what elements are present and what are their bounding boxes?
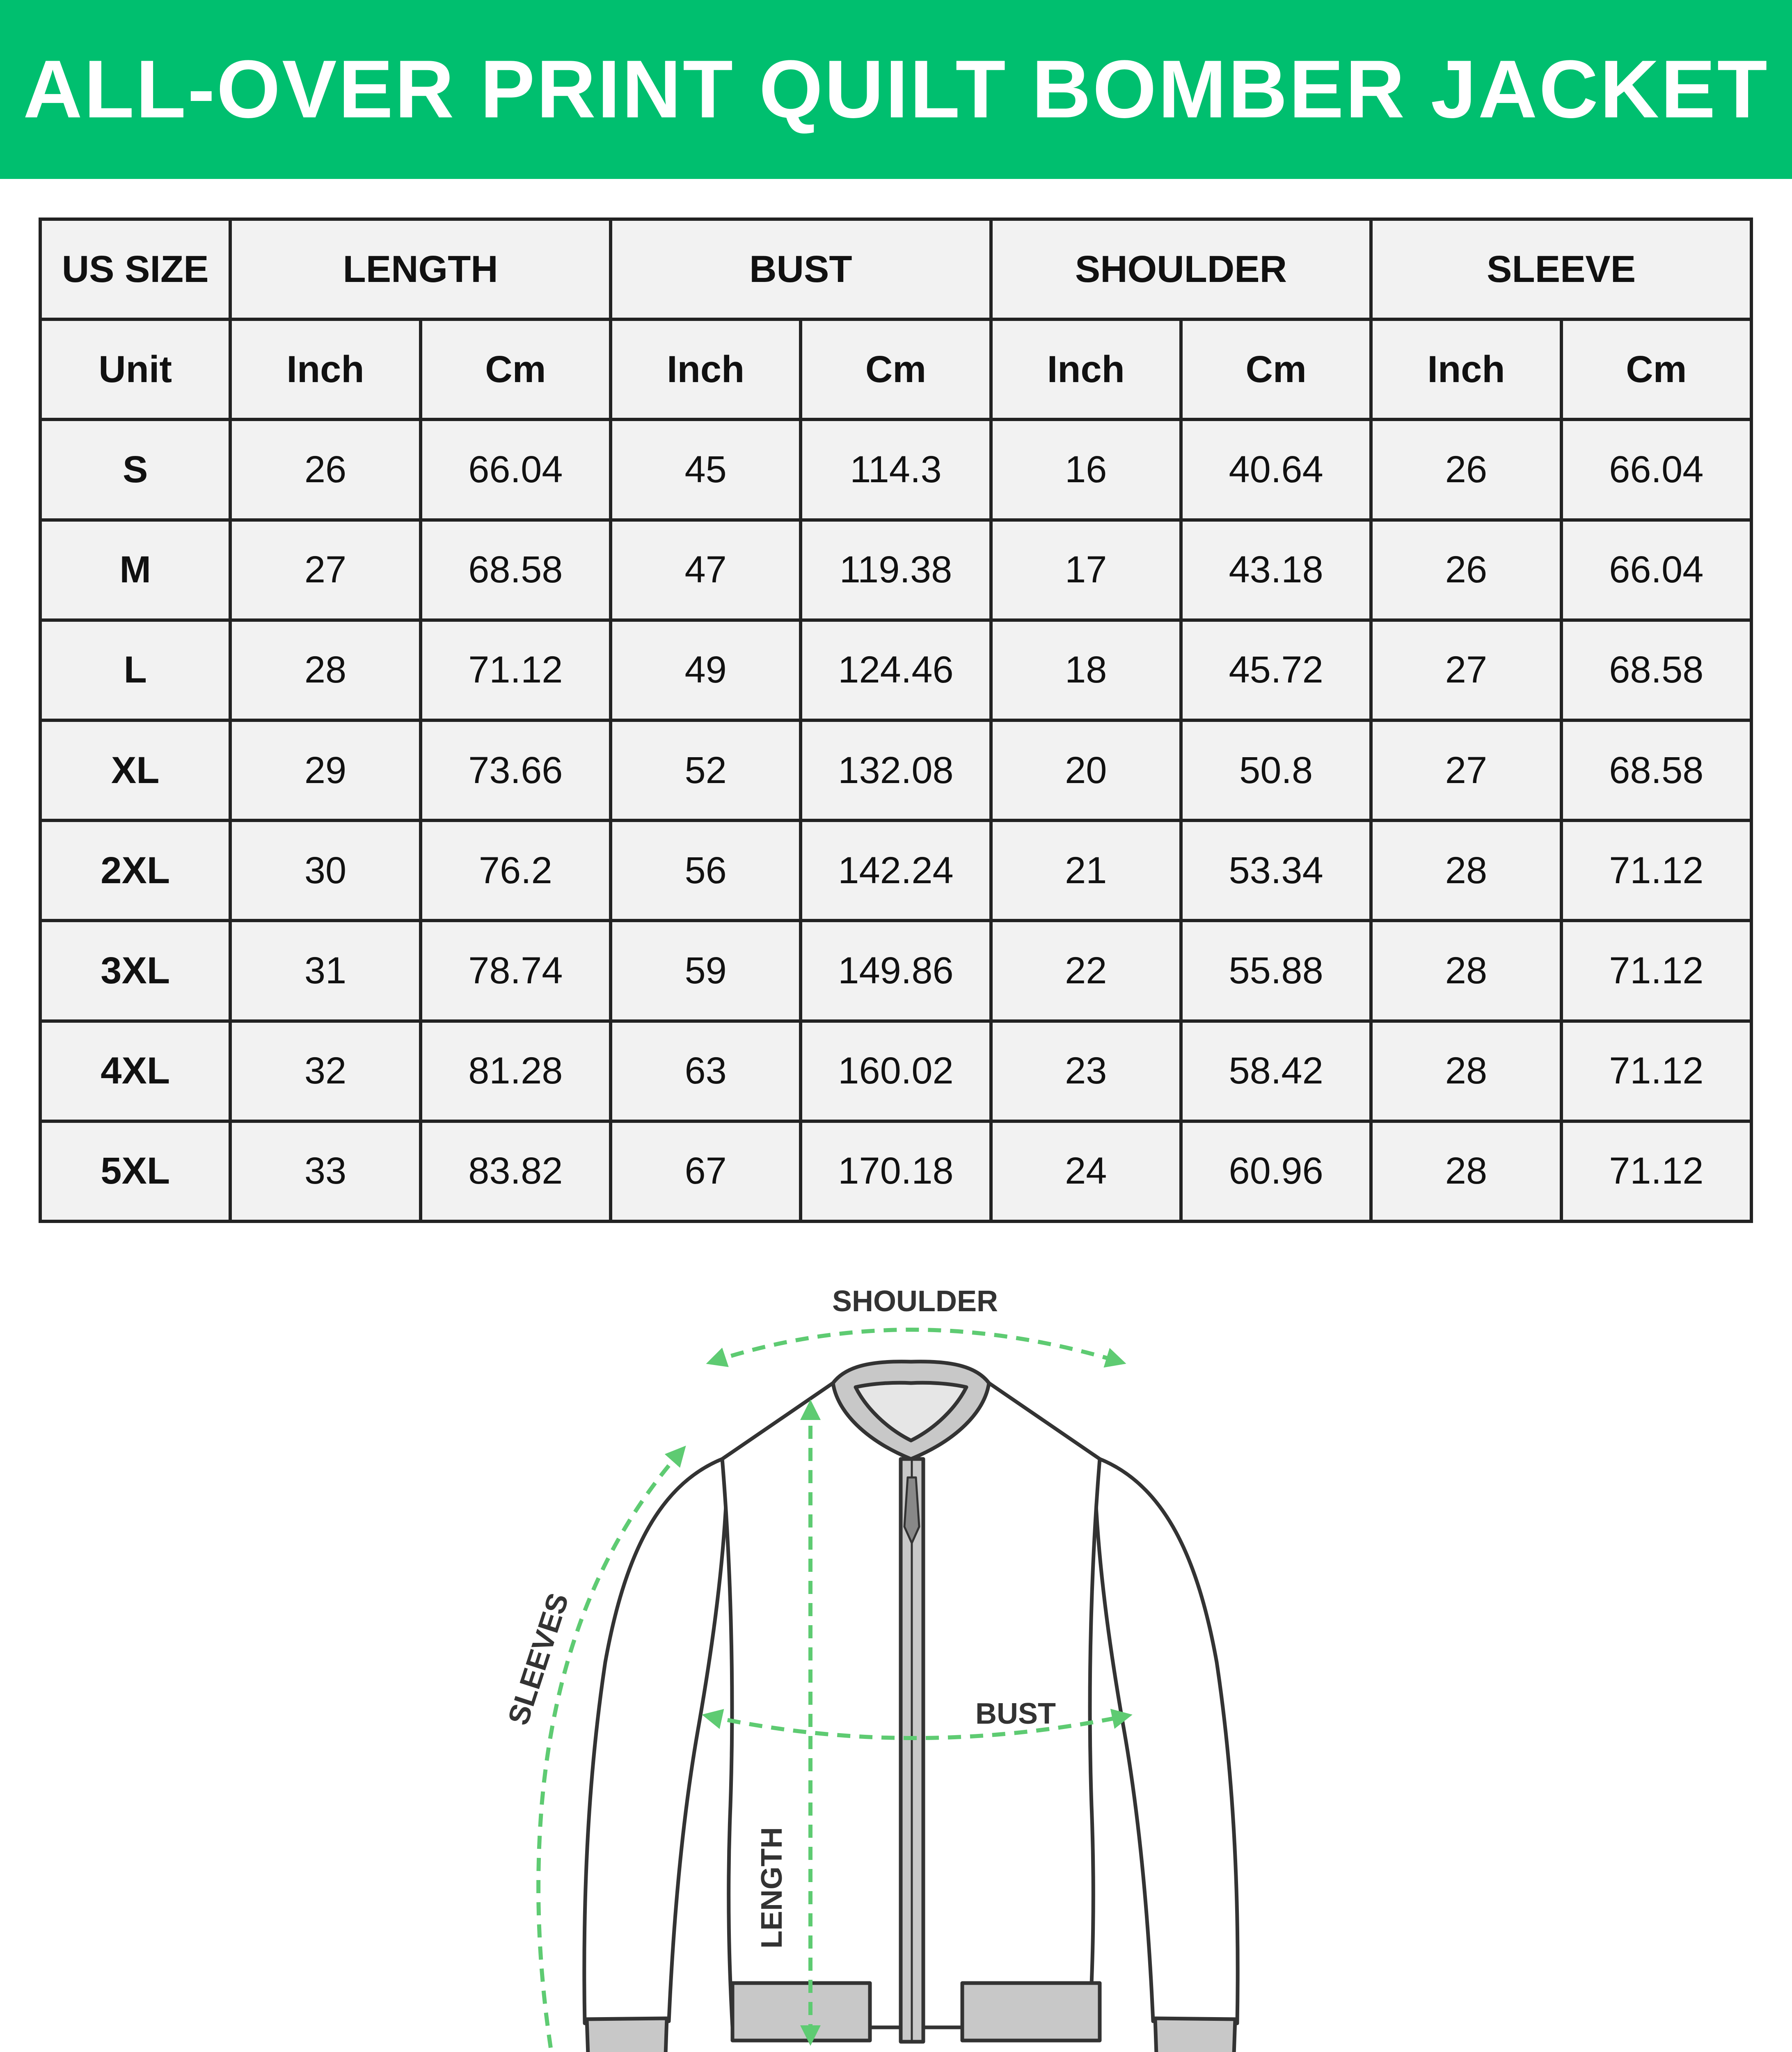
table-row (40, 1021, 1751, 1121)
table-row (40, 720, 1751, 820)
table-cell: 66.04 (1561, 520, 1751, 620)
jacket-measurement-diagram (0, 1252, 1792, 2052)
table-cell: 71.12 (1561, 820, 1751, 921)
size-cell: 2XL (40, 820, 230, 921)
title-banner (0, 0, 1792, 179)
group-header: LENGTH (230, 219, 611, 319)
table-cell: 149.86 (801, 921, 991, 1021)
table-cell: 71.12 (1561, 1121, 1751, 1221)
table-header-row (40, 219, 1751, 319)
table-cell: 83.82 (421, 1121, 611, 1221)
table-cell: 76.2 (421, 820, 611, 921)
bomber-jacket-outline-icon (584, 1362, 1238, 2052)
group-header: SHOULDER (991, 219, 1371, 319)
table-cell: 26 (1371, 520, 1561, 620)
table-cell: 170.18 (801, 1121, 991, 1221)
table-cell: 16 (991, 419, 1181, 520)
unit-cm-header: Cm (1181, 319, 1371, 419)
table-row (40, 520, 1751, 620)
table-cell: 142.24 (801, 820, 991, 921)
unit-cm-header: Cm (1561, 319, 1751, 419)
table-cell: 28 (1371, 1021, 1561, 1121)
unit-cm-header: Cm (421, 319, 611, 419)
table-cell: 45 (611, 419, 801, 520)
size-column-header: US SIZE (40, 219, 230, 319)
table-cell: 73.66 (421, 720, 611, 820)
table-cell: 40.64 (1181, 419, 1371, 520)
table-cell: 59 (611, 921, 801, 1021)
table-cell: 66.04 (421, 419, 611, 520)
table-cell: 32 (230, 1021, 420, 1121)
table-cell: 63 (611, 1021, 801, 1121)
size-cell: 3XL (40, 921, 230, 1021)
table-cell: 17 (991, 520, 1181, 620)
size-cell: S (40, 419, 230, 520)
table-cell: 71.12 (421, 620, 611, 720)
group-header: SLEEVE (1371, 219, 1751, 319)
table-cell: 47 (611, 520, 801, 620)
size-chart-table (39, 218, 1753, 1223)
table-row (40, 419, 1751, 520)
table-row (40, 620, 1751, 720)
table-cell: 28 (1371, 1121, 1561, 1221)
table-cell: 26 (1371, 419, 1561, 520)
bust-label: BUST (975, 1697, 1056, 1730)
table-cell: 132.08 (801, 720, 991, 820)
unit-inch-header: Inch (611, 319, 801, 419)
table-cell: 33 (230, 1121, 420, 1221)
shoulder-measure-line (710, 1330, 1122, 1363)
table-cell: 60.96 (1181, 1121, 1371, 1221)
table-cell: 28 (1371, 820, 1561, 921)
table-cell: 30 (230, 820, 420, 921)
unit-inch-header: Inch (991, 319, 1181, 419)
table-cell: 81.28 (421, 1021, 611, 1121)
table-unit-row (40, 319, 1751, 419)
unit-inch-header: Inch (230, 319, 420, 419)
table-cell: 23 (991, 1021, 1181, 1121)
table-cell: 52 (611, 720, 801, 820)
table-cell: 20 (991, 720, 1181, 820)
unit-cm-header: Cm (801, 319, 991, 419)
group-header: BUST (611, 219, 991, 319)
table-cell: 71.12 (1561, 921, 1751, 1021)
table-cell: 124.46 (801, 620, 991, 720)
table-cell: 160.02 (801, 1021, 991, 1121)
table-cell: 45.72 (1181, 620, 1371, 720)
table-cell: 22 (991, 921, 1181, 1021)
table-cell: 26 (230, 419, 420, 520)
table-cell: 56 (611, 820, 801, 921)
length-label: LENGTH (755, 1827, 788, 1949)
table-cell: 67 (611, 1121, 801, 1221)
size-cell: 4XL (40, 1021, 230, 1121)
size-cell: 5XL (40, 1121, 230, 1221)
table-cell: 68.58 (421, 520, 611, 620)
shoulder-label: SHOULDER (832, 1285, 998, 1318)
table-cell: 49 (611, 620, 801, 720)
table-cell: 58.42 (1181, 1021, 1371, 1121)
table-cell: 53.34 (1181, 820, 1371, 921)
table-row (40, 820, 1751, 921)
table-cell: 119.38 (801, 520, 991, 620)
table-cell: 55.88 (1181, 921, 1371, 1021)
table-cell: 78.74 (421, 921, 611, 1021)
table-cell: 24 (991, 1121, 1181, 1221)
size-cell: L (40, 620, 230, 720)
table-cell: 71.12 (1561, 1021, 1751, 1121)
unit-label: Unit (40, 319, 230, 419)
table-cell: 114.3 (801, 419, 991, 520)
table-cell: 28 (1371, 921, 1561, 1021)
size-cell: M (40, 520, 230, 620)
table-row (40, 1121, 1751, 1221)
table-cell: 68.58 (1561, 620, 1751, 720)
table-cell: 28 (230, 620, 420, 720)
table-cell: 43.18 (1181, 520, 1371, 620)
table-cell: 27 (230, 520, 420, 620)
table-cell: 18 (991, 620, 1181, 720)
table-cell: 66.04 (1561, 419, 1751, 520)
page-title: ALL-OVER PRINT QUILT BOMBER JACKET (23, 44, 1769, 135)
table-cell: 29 (230, 720, 420, 820)
table-cell: 50.8 (1181, 720, 1371, 820)
sleeves-label: SLEEVES (501, 1589, 575, 1729)
table-cell: 27 (1371, 720, 1561, 820)
table-cell: 21 (991, 820, 1181, 921)
table-cell: 27 (1371, 620, 1561, 720)
size-cell: XL (40, 720, 230, 820)
table-cell: 31 (230, 921, 420, 1021)
table-cell: 68.58 (1561, 720, 1751, 820)
table-row (40, 921, 1751, 1021)
unit-inch-header: Inch (1371, 319, 1561, 419)
